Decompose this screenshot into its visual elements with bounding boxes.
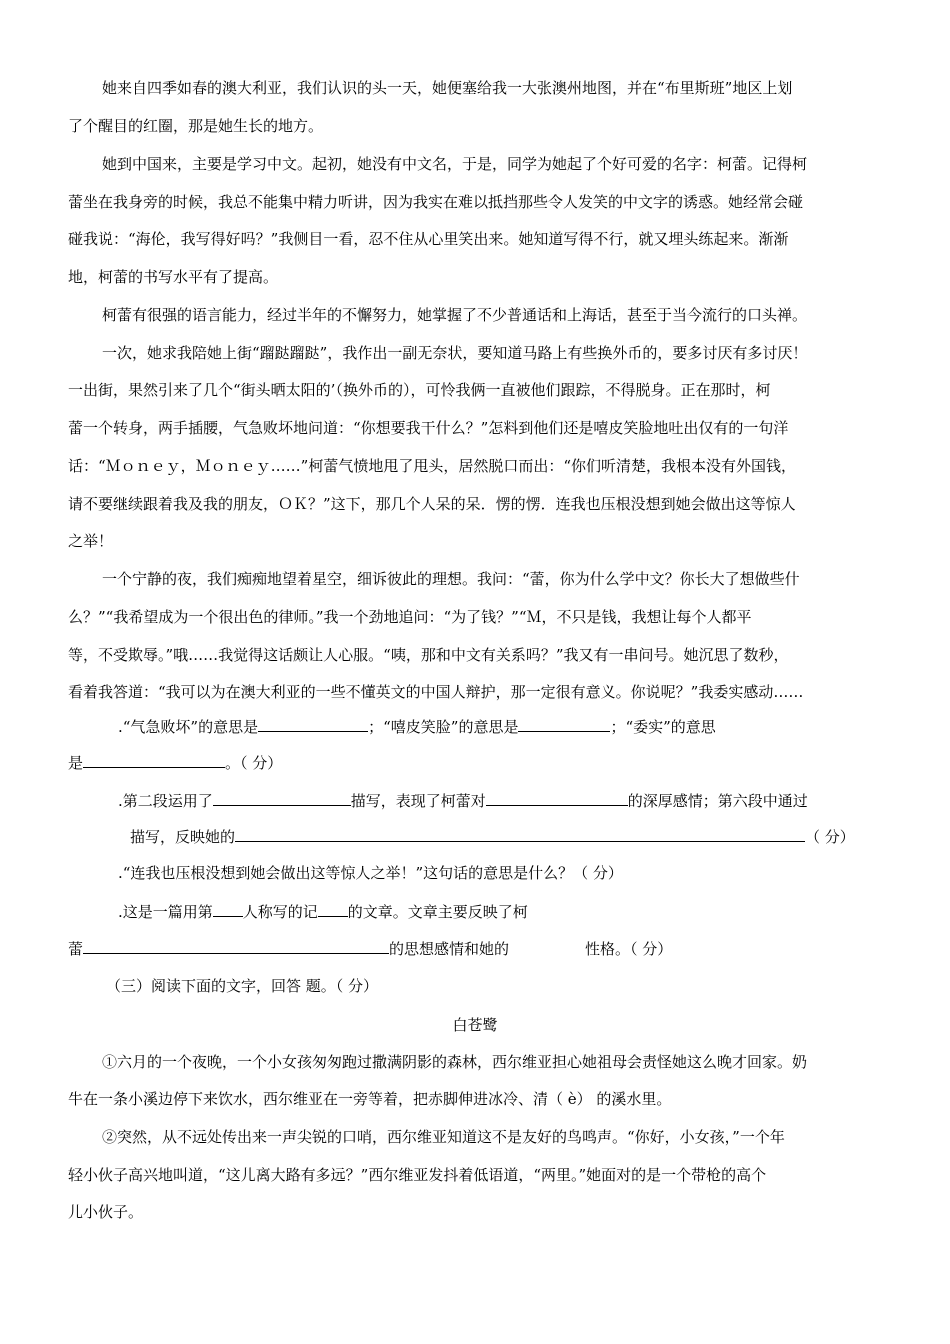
text-line: 碰我说：“海伦，我写得好吗？”我侧目一看，忍不住从心里笑出来。她知道写得不行，就又埋头练起来。渐渐 [68, 230, 789, 248]
text-line: 了个醒目的红圈，那是她生长的地方。 [68, 117, 324, 135]
question-text: 描写，反映她的 [130, 828, 236, 846]
question-text: .“气急败坏”的意思是 [118, 718, 259, 736]
text-line: 儿小伙子。 [68, 1203, 144, 1221]
text-line: 么？”“我希望成为一个很出色的律师。”我一个劲地追问：“为了钱？”“Ｍ，不只是钱，我想让每个人都平 [68, 608, 752, 626]
question-text: ；“委实”的意思 [610, 718, 716, 736]
text-line: 话：“Ｍｏｎｅｙ，Ｍｏｎｅｙ……”柯蕾气愤地甩了甩头，居然脱口而出：“你们听清楚，我根本没有外国钱， [68, 457, 797, 475]
text-line: 一次，她求我陪她上街“蹓跶蹓跶”，我作出一副无奈状，要知道马路上有些换外币的，要多讨厌有多讨厌！ [102, 344, 808, 362]
text-line: 她来自四季如春的澳大利亚，我们认识的头一天，她便塞给我一大张澳州地图，并在“布里斯班”地区上划 [102, 79, 793, 97]
text-line: 牛在一条小溪边停下来饮水，西尔维亚在一旁等着，把赤脚伸进冰冷、清（ è） 的溪水里。 [68, 1090, 672, 1108]
question-text: .第二段运用了 [118, 792, 213, 810]
text-line: 看着我答道：“我可以为在澳大利亚的一些不懂英文的中国人辩护，那一定很有意义。你说呢？”我委实感动…… [68, 683, 804, 701]
answer-blank[interactable] [235, 826, 805, 842]
answer-blank[interactable] [318, 901, 348, 917]
text-line: ②突然，从不远处传出来一声尖锐的口哨，西尔维亚知道这不是友好的鸟鸣声。“你好，小女孩，”一个年 [102, 1128, 785, 1146]
question-2-line-2 [130, 826, 855, 846]
text-line: 柯蕾有很强的语言能力，经过半年的不懈努力，她掌握了不少普通话和上海话，甚至于当今流行的口头禅。 [102, 306, 808, 324]
text-line: 地，柯蕾的书写水平有了提高。 [68, 268, 279, 286]
answer-blank[interactable] [213, 790, 351, 806]
question-text: ；“嘻皮笑脸”的意思是 [368, 718, 519, 736]
text-line: 请不要继续跟着我及我的朋友，ＯＫ？”这下，那几个人呆的呆．愣的愣．连我也压根没想到她会做出这等惊人 [68, 495, 796, 513]
question-text: 描写，表现了柯蕾对 [350, 792, 486, 810]
question-text: 蕾 [68, 940, 84, 958]
question-4-line-1 [118, 901, 528, 921]
text-line: 一个宁静的夜，我们痴痴地望着星空，细诉彼此的理想。我问：“蕾，你为什么学中文？你长大了想做些什 [102, 570, 800, 588]
answer-blank[interactable] [486, 790, 628, 806]
question-text: .“连我也压根没想到她会做出这等惊人之举！”这句话的意思是什么？（ 分） [118, 864, 623, 882]
text-line: 一出街，果然引来了几个“街头晒太阳的’（换外币的），可怜我俩一直被他们跟踪，不得脱身。正在那时，柯 [68, 381, 771, 399]
text-line: 等，不受欺辱。”哦……我觉得这话颇让人心服。“咦，那和中文有关系吗？”我又有一串问号。她沉思了数秒， [68, 646, 789, 664]
question-text: 的文章。文章主要反映了柯 [347, 903, 528, 921]
question-text: （ 分） [805, 828, 855, 846]
text-line: 轻小伙子高兴地叫道，“这儿离大路有多远？”西尔维亚发抖着低语道，“两里。”她面对的是一个带枪的高个 [68, 1166, 767, 1184]
answer-blank[interactable] [213, 901, 243, 917]
answer-blank[interactable] [518, 716, 610, 732]
answer-blank[interactable] [83, 938, 389, 954]
answer-blank[interactable] [258, 716, 368, 732]
section-heading: （三）阅读下面的文字，回答 题。（ 分） [106, 977, 379, 995]
question-text: 的深厚感情；第六段中通过 [627, 792, 808, 810]
question-2-line-1 [118, 790, 808, 810]
answer-blank[interactable] [83, 752, 225, 768]
question-text: .这是一篇用第 [118, 903, 213, 921]
text-line: 蕾坐在我身旁的时候，我总不能集中精力听讲，因为我实在难以抵挡那些令人发笑的中文字的诱惑。她经常会碰 [68, 193, 804, 211]
article-title: 白苍鹭 [452, 1016, 498, 1034]
question-1-line-1 [118, 716, 716, 736]
question-4-line-2 [68, 938, 672, 958]
text-line: 她到中国来，主要是学习中文。起初，她没有中文名，于是，同学为她起了个好可爱的名字：柯蕾。记得柯 [102, 155, 808, 173]
question-text: 人称写的记 [242, 903, 318, 921]
text-line: 之举！ [68, 532, 114, 550]
text-line: 蕾一个转身，两手插腰，气急败坏地问道：“你想要我干什么？”怎料到他们还是嘻皮笑脸地吐出仅有的一句洋 [68, 419, 789, 437]
question-1-line-2 [68, 752, 282, 772]
question-text: 的思想感情和她的 [389, 940, 510, 958]
question-text: 是 [68, 754, 84, 772]
question-text: 性格。（ 分） [585, 940, 673, 958]
text-line: ①六月的一个夜晚，一个小女孩匆匆跑过撒满阴影的森林，西尔维亚担心她祖母会责怪她这么晚才回家。奶 [102, 1053, 808, 1071]
question-text: 。（ 分） [225, 754, 283, 772]
